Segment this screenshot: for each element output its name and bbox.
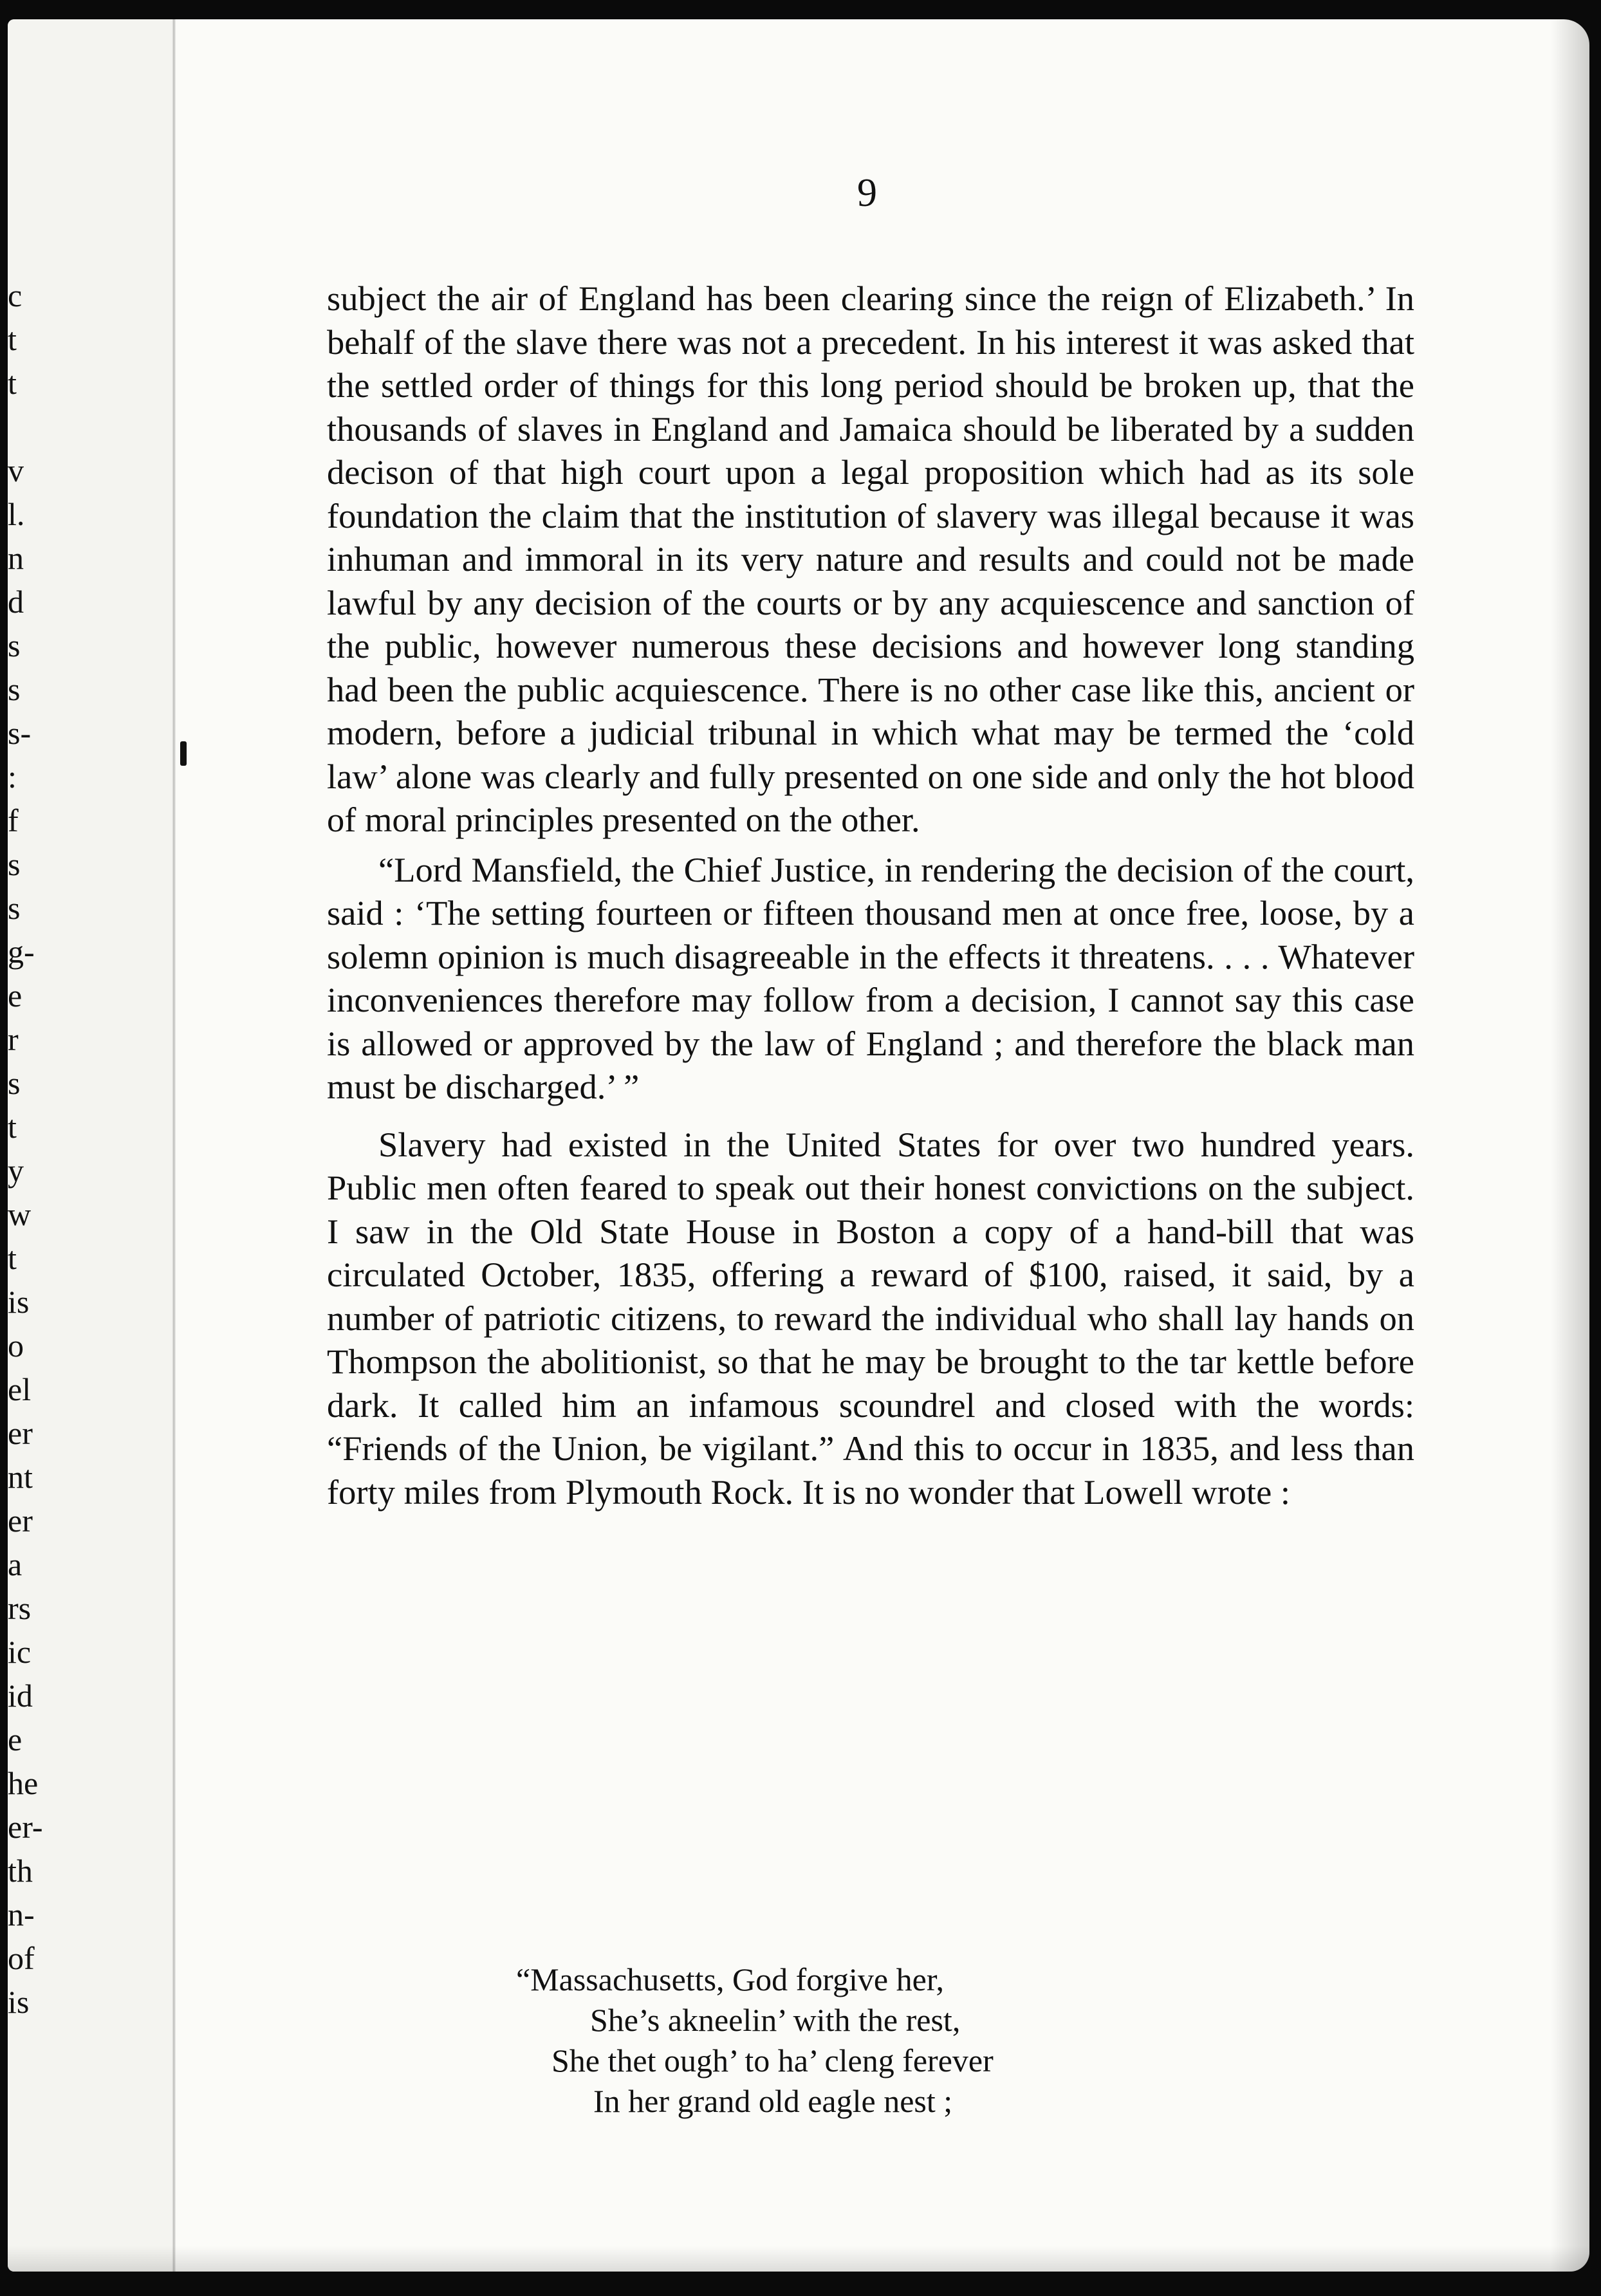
book-page bbox=[8, 19, 1589, 2272]
margin-fragment: t bbox=[8, 365, 17, 401]
margin-fragment: ic bbox=[8, 1634, 32, 1670]
paragraph: subject the air of England has been clearing since the reign of Elizabeth.’ In behalf of the slave there was not a precedent. In his interest it was asked that the settled order of things for this long period should be broken up, that the thousands of slaves in England and Jamaica should be liberated by a sudden decison of that high court upon a legal proposition which had as its sole foundation the claim that the institution of slavery was illegal because it was inhuman and immoral in its very nature and results and could not be made lawful by any decision of the courts or by any acquiescence and sanction of the public, however numerous these decisions and however long standing had been the public acquiescence. There is no other case like this, ancient or modern, before a judicial tribunal in which what may be termed the ‘cold law’ alone was clearly and fully presented on one side and only the hot blood of moral principles presented on the other. bbox=[327, 279, 1414, 839]
paragraph: “Lord Mansfield, the Chief Justice, in rendering the decision of the court, said : ‘The setting fourteen or fifteen thousand men at once free, loose, by a solemn opinion is much disagreeable in the effects it threatens. . . . Whatever inconveniences therefore may follow from a decision, I cannot say this case is allowed or approved by the law of England ; and therefore the black man must be discharged.’ ” bbox=[327, 849, 1414, 1106]
body-text bbox=[327, 277, 1414, 1514]
margin-ink-mark bbox=[180, 741, 187, 766]
margin-fragment: v bbox=[8, 452, 24, 488]
page-bottom-shadow bbox=[8, 2246, 1589, 2272]
page-edge-shadow bbox=[1551, 19, 1589, 2272]
verse-line: She thet ough’ to ha’ cleng ferever bbox=[551, 2042, 994, 2078]
page-number: 9 bbox=[857, 171, 877, 215]
margin-fragment: e bbox=[8, 977, 23, 1014]
margin-fragment: he bbox=[8, 1765, 39, 1801]
margin-fragment: s bbox=[8, 890, 21, 926]
margin-fragment: th bbox=[8, 1853, 33, 1889]
margin-fragment: s bbox=[8, 1065, 21, 1101]
margin-fragment: n bbox=[8, 540, 24, 576]
margin-fragment: of bbox=[8, 1940, 35, 1976]
margin-fragment: is bbox=[8, 1284, 30, 1320]
margin-fragment: is bbox=[8, 1984, 30, 2020]
margin-fragment: r bbox=[8, 1021, 19, 1057]
margin-fragment: t bbox=[8, 1109, 17, 1145]
margin-fragment: s bbox=[8, 627, 21, 663]
margin-fragment: n- bbox=[8, 1896, 35, 1932]
margin-fragment: w bbox=[8, 1196, 32, 1232]
margin-fragment: rs bbox=[8, 1590, 32, 1626]
verse-line: “Massachusetts, God forgive her, bbox=[516, 1961, 944, 1997]
margin-fragment: er bbox=[8, 1503, 33, 1539]
margin-fragment: t bbox=[8, 321, 17, 357]
margin-fragment: a bbox=[8, 1546, 23, 1582]
margin-fragment: y bbox=[8, 1153, 24, 1189]
margin-fragment: id bbox=[8, 1678, 33, 1714]
page-gutter bbox=[172, 19, 176, 2272]
margin-fragment: e bbox=[8, 1721, 23, 1757]
margin-fragment: er- bbox=[8, 1809, 43, 1845]
margin-fragment: s bbox=[8, 846, 21, 882]
margin-fragment: o bbox=[8, 1328, 24, 1364]
margin-fragment: c bbox=[8, 277, 23, 313]
verse-line: In her grand old eagle nest ; bbox=[593, 2083, 953, 2119]
margin-fragment: er bbox=[8, 1415, 33, 1451]
margin-fragment: f bbox=[8, 802, 19, 838]
margin-fragment: nt bbox=[8, 1459, 33, 1495]
margin-fragment: l. bbox=[8, 496, 25, 532]
margin-fragment: d bbox=[8, 584, 24, 620]
verse-line: She’s akneelin’ with the rest, bbox=[590, 2002, 961, 2038]
margin-fragment: el bbox=[8, 1371, 32, 1407]
margin-fragment bbox=[8, 405, 59, 449]
verse-quote bbox=[516, 1959, 994, 2122]
margin-fragment: : bbox=[8, 759, 17, 795]
margin-fragment: s- bbox=[8, 715, 32, 751]
margin-fragment: g- bbox=[8, 934, 35, 970]
margin-fragment: s bbox=[8, 671, 21, 707]
facing-page-text-fragments bbox=[8, 273, 59, 2024]
paragraph: Slavery had existed in the United States for over two hundred years. Public men often feared to speak out their honest convictions on the subject. I saw in the Old State House in Boston a copy of a hand-bill that was circulated October, 1835, offering a reward of $100, raised, it said, by a number of patriotic citizens, to reward the individual who shall lay hands on Thompson the abolitionist, so that he may be brought to the tar kettle before dark. It called him an infamous scoundrel and closed with the words: “Friends of the Union, be vigilant.” And this to occur in 1835, and less than forty miles from Plymouth Rock. It is no wonder that Lowell wrote : bbox=[327, 1124, 1414, 1512]
margin-fragment: t bbox=[8, 1240, 17, 1276]
